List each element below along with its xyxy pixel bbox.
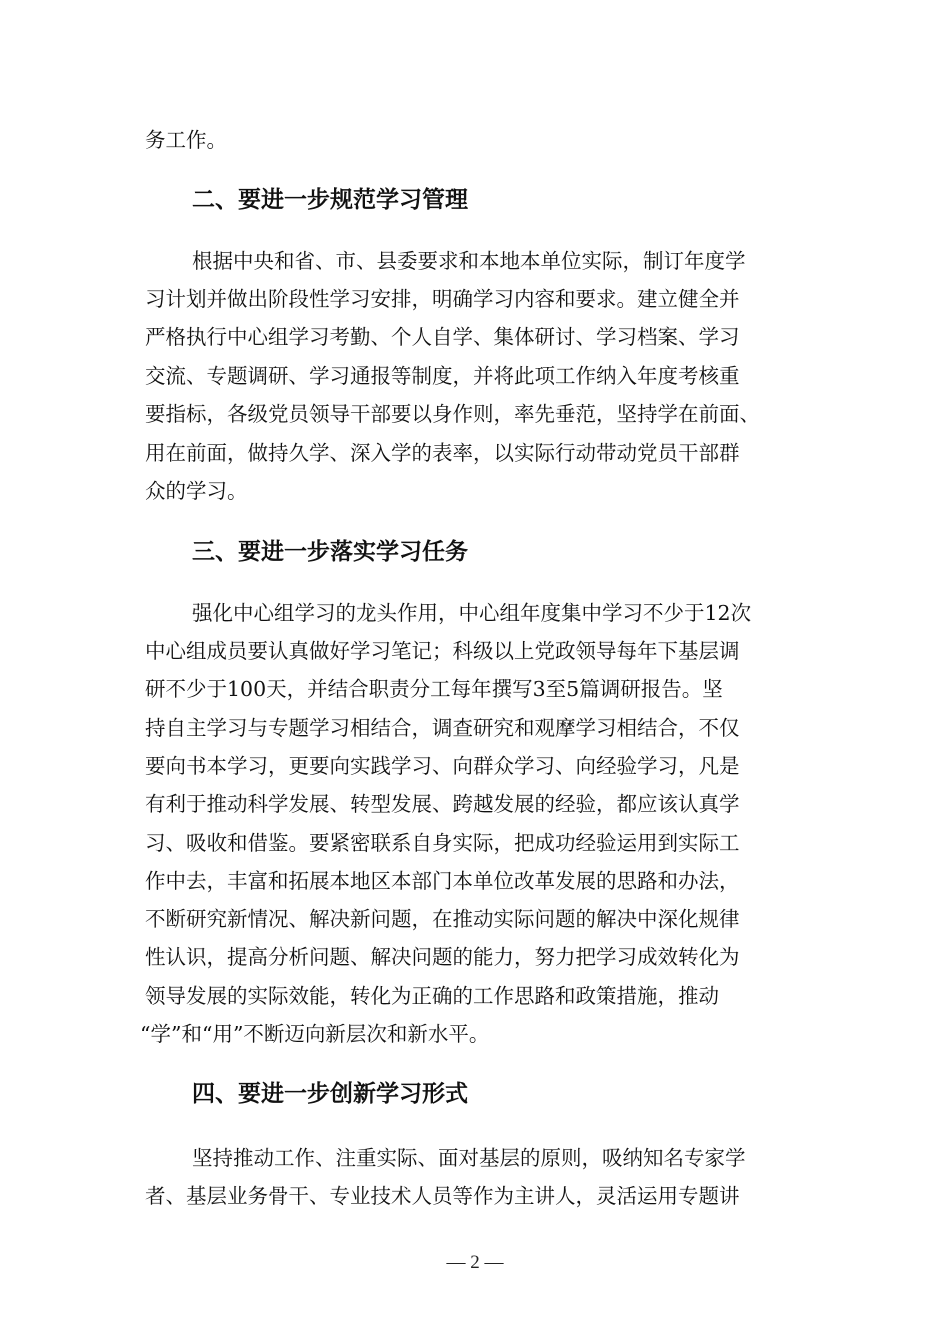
paragraph-line: 性认识，提高分析问题、解决问题的能力，努力把学习成效转化为 <box>145 945 740 969</box>
paragraph-line: 坚持推动工作、注重实际、面对基层的原则，吸纳知名专家学 <box>192 1146 746 1170</box>
section-heading-4: 四、要进一步创新学习形式 <box>192 1081 468 1107</box>
paragraph-line: 者、基层业务骨干、专业技术人员等作为主讲人，灵活运用专题讲 <box>145 1184 740 1208</box>
paragraph-line: 要指标，各级党员领导干部要以身作则，率先垂范，坚持学在前面、 <box>145 402 760 426</box>
paragraph-line: 领导发展的实际效能，转化为正确的工作思路和政策措施，推动 <box>145 984 719 1008</box>
paragraph-line: “学”和“用”不断迈向新层次和新水平。 <box>140 1022 490 1046</box>
paragraph-line: 务工作。 <box>145 128 227 152</box>
paragraph-line: 众的学习。 <box>145 479 248 503</box>
paragraph-line: 习、吸收和借鉴。要紧密联系自身实际，把成功经验运用到实际工 <box>145 831 740 855</box>
paragraph-line: 中心组成员要认真做好学习笔记；科级以上党政领导每年下基层调 <box>145 639 740 663</box>
paragraph-line: 作中去，丰富和拓展本地区本部门本单位改革发展的思路和办法， <box>145 869 740 893</box>
paragraph-line: 有利于推动科学发展、转型发展、跨越发展的经验，都应该认真学 <box>145 792 740 816</box>
paragraph-line: 严格执行中心组学习考勤、个人自学、集体研讨、学习档案、学习 <box>145 325 740 349</box>
paragraph-line: 用在前面，做持久学、深入学的表率，以实际行动带动党员干部群 <box>145 441 740 465</box>
paragraph-line: 不断研究新情况、解决新问题，在推动实际问题的解决中深化规律 <box>145 907 740 931</box>
section-heading-2: 二、要进一步规范学习管理 <box>192 187 468 213</box>
paragraph-line: 强化中心组学习的龙头作用，中心组年度集中学习不少于12次 <box>192 601 752 625</box>
paragraph-line: 交流、专题调研、学习通报等制度，并将此项工作纳入年度考核重 <box>145 364 740 388</box>
paragraph-line: 根据中央和省、市、县委要求和本地本单位实际，制订年度学 <box>192 249 746 273</box>
paragraph-line: 持自主学习与专题学习相结合，调查研究和观摩学习相结合，不仅 <box>145 716 740 740</box>
section-heading-3: 三、要进一步落实学习任务 <box>192 539 468 565</box>
paragraph-line: 研不少于100天，并结合职责分工每年撰写3至5篇调研报告。坚 <box>145 677 723 701</box>
page-number: — 2 — <box>446 1252 504 1273</box>
paragraph-line: 习计划并做出阶段性学习安排，明确学习内容和要求。建立健全并 <box>145 287 740 311</box>
paragraph-line: 要向书本学习，更要向实践学习、向群众学习、向经验学习，凡是 <box>145 754 740 778</box>
